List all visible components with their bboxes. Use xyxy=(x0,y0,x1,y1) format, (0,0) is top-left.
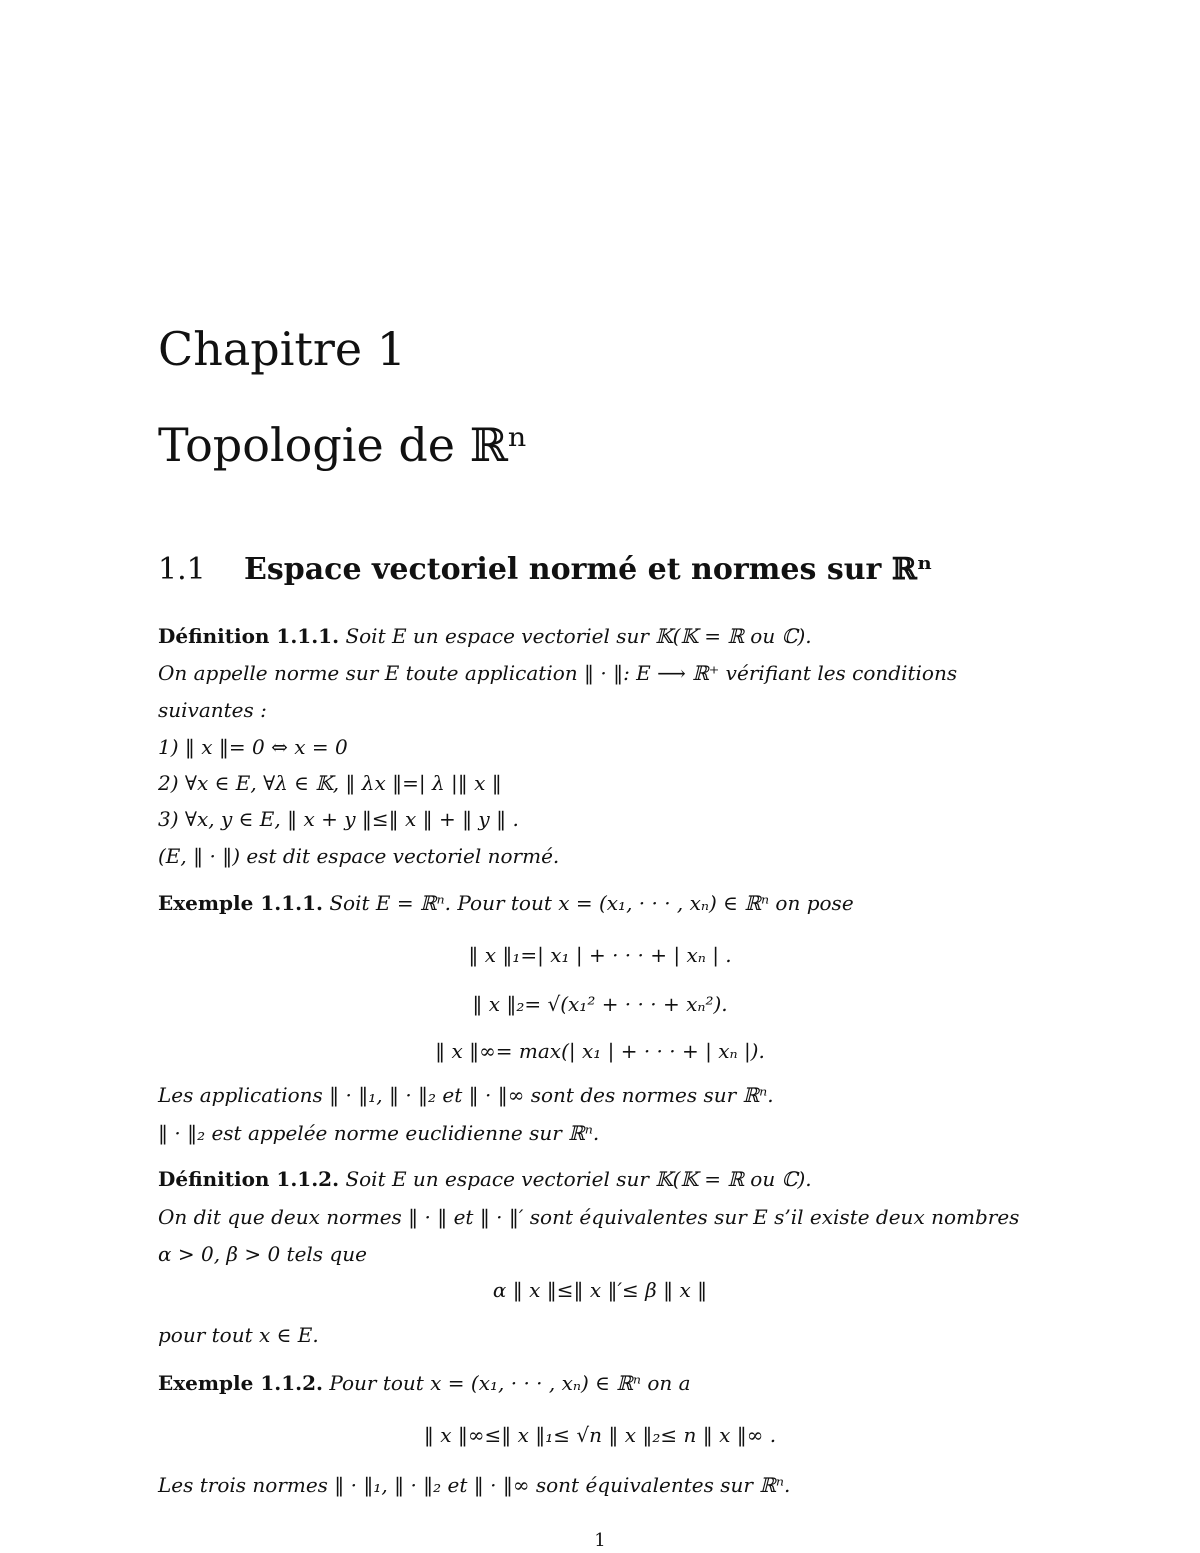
example-2-label: Exemple 1.1.2. xyxy=(158,1371,323,1395)
section-number: 1.1 xyxy=(158,552,206,587)
definition-1-condition-3: 3) ∀x, y ∈ E, ‖ x + y ‖≤‖ x ‖ + ‖ y ‖ . xyxy=(158,807,519,831)
definition-2-intro: Soit E un espace vectoriel sur 𝕂(𝕂 = ℝ ou ℂ). xyxy=(345,1167,812,1191)
example-2-conclusion: Les trois normes ‖ · ‖₁, ‖ · ‖₂ et ‖ · ‖∞ sont équivalentes sur ℝⁿ. xyxy=(158,1473,791,1497)
definition-1-condition-1: 1) ‖ x ‖= 0 ⇔ x = 0 xyxy=(158,735,348,759)
example-2-intro-line xyxy=(158,1371,691,1395)
definition-2-line-2: α > 0, β > 0 tels que xyxy=(158,1242,367,1266)
definition-1-label: Définition 1.1.1. xyxy=(158,624,340,648)
definition-1-condition-2: 2) ∀x ∈ E, ∀λ ∈ 𝕂, ‖ λx ‖=| λ |‖ x ‖ xyxy=(158,771,502,795)
definition-2-line-1: On dit que deux normes ‖ · ‖ et ‖ · ‖′ sont équivalentes sur E s’il existe deux nombres xyxy=(158,1205,1020,1229)
example-1-equation-3: ‖ x ‖∞= max(| x₁ | + · · · + | xₙ |). xyxy=(435,1039,765,1063)
example-1-line-2: ‖ · ‖₂ est appelée norme euclidienne sur ℝⁿ. xyxy=(158,1121,600,1145)
section-title: Espace vectoriel normé et normes sur ℝⁿ xyxy=(244,552,933,587)
example-1-intro-line xyxy=(158,891,854,915)
section-heading xyxy=(158,552,932,587)
example-1-equation-2: ‖ x ‖₂= √(x₁² + · · · + xₙ²). xyxy=(472,992,728,1016)
example-1-intro: Soit E = ℝⁿ. Pour tout x = (x₁, · · · , xₙ) ∈ ℝⁿ on pose xyxy=(329,891,854,915)
definition-1-intro-line xyxy=(158,624,812,648)
definition-1-conclusion: (E, ‖ · ‖) est dit espace vectoriel normé. xyxy=(158,844,560,868)
chapter-label: Chapitre 1 xyxy=(158,322,406,376)
chapter-title: Topologie de ℝⁿ xyxy=(158,418,528,472)
definition-1-line-1: On appelle norme sur E toute application ‖ · ‖: E ⟶ ℝ⁺ vérifiant les conditions xyxy=(158,661,958,685)
definition-2-equation: α ‖ x ‖≤‖ x ‖′≤ β ‖ x ‖ xyxy=(492,1278,708,1302)
definition-2-label: Définition 1.1.2. xyxy=(158,1167,340,1191)
example-2-intro: Pour tout x = (x₁, · · · , xₙ) ∈ ℝⁿ on a xyxy=(329,1371,691,1395)
definition-1-intro: Soit E un espace vectoriel sur 𝕂(𝕂 = ℝ ou ℂ). xyxy=(345,624,812,648)
page-number: 1 xyxy=(594,1530,606,1551)
example-1-label: Exemple 1.1.1. xyxy=(158,891,323,915)
definition-1-line-2: suivantes : xyxy=(158,698,267,722)
example-1-line-1: Les applications ‖ · ‖₁, ‖ · ‖₂ et ‖ · ‖∞ sont des normes sur ℝⁿ. xyxy=(158,1083,774,1107)
example-2-equation: ‖ x ‖∞≤‖ x ‖₁≤ √n ‖ x ‖₂≤ n ‖ x ‖∞ . xyxy=(423,1423,777,1447)
definition-2-line-3: pour tout x ∈ E. xyxy=(158,1323,319,1347)
definition-2-intro-line xyxy=(158,1167,812,1191)
example-1-equation-1: ‖ x ‖₁=| x₁ | + · · · + | xₙ | . xyxy=(468,943,732,967)
